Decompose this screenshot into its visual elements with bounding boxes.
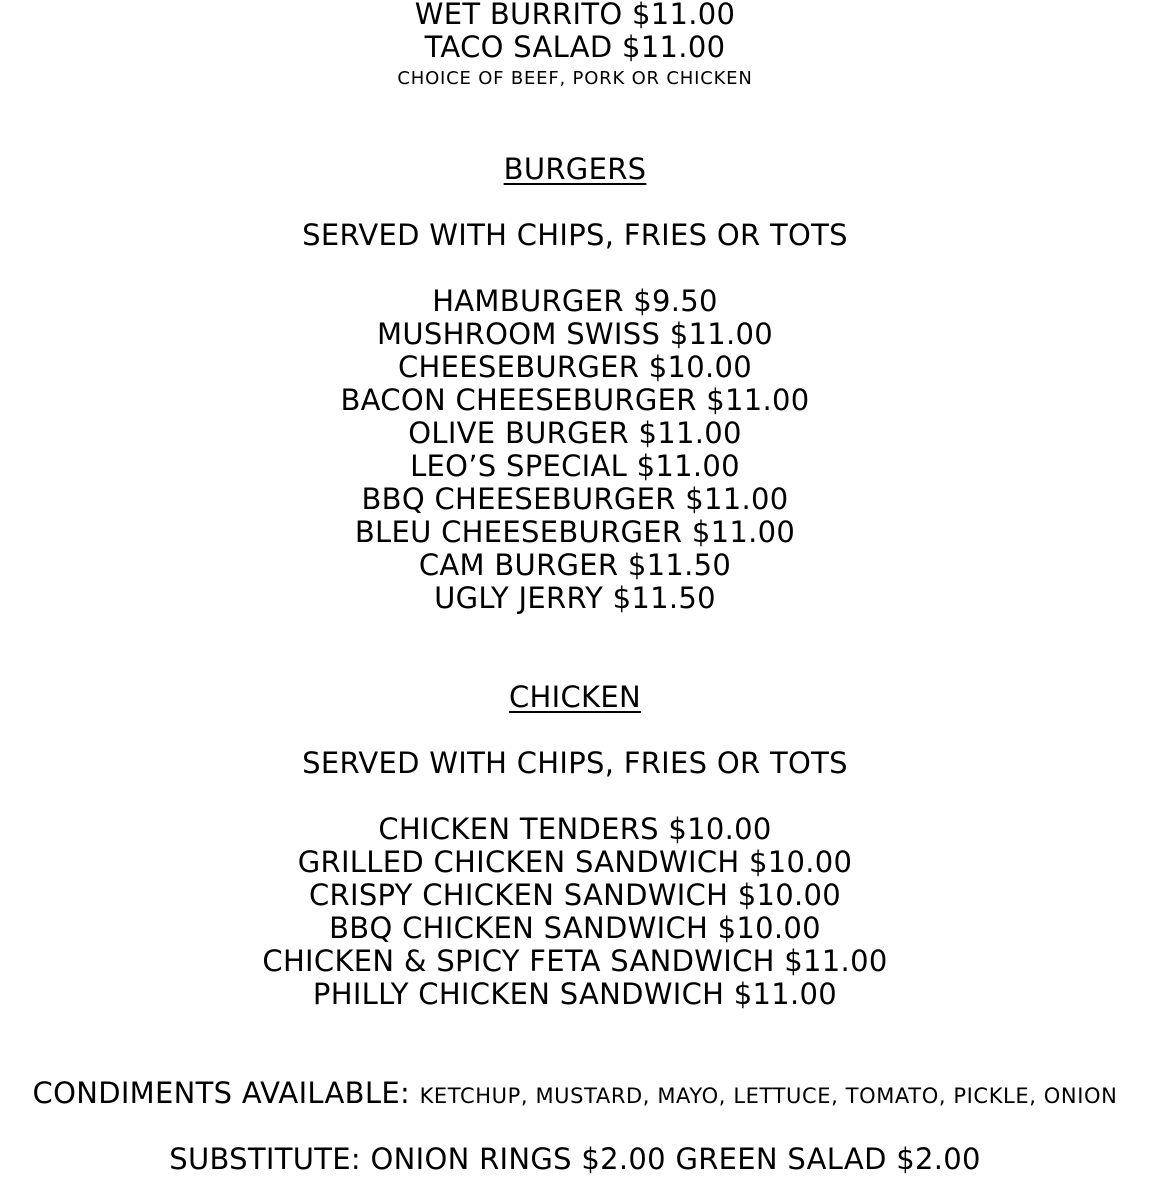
menu-item: BBQ CHEESEBURGER $11.00 — [361, 482, 789, 516]
served-with-note: SERVED WITH CHIPS, FRIES OR TOTS — [302, 218, 848, 252]
section-heading-chicken: CHICKEN — [509, 680, 641, 714]
menu-item: PHILLY CHICKEN SANDWICH $11.00 — [312, 977, 838, 1011]
menu-item: BBQ CHICKEN SANDWICH $10.00 — [329, 911, 821, 945]
condiments-list: KETCHUP, MUSTARD, MAYO, LETTUCE, TOMATO, PICKLE, ONION — [419, 1084, 1118, 1108]
substitute-line: SUBSTITUTE: ONION RINGS $2.00 GREEN SALAD $2.00 — [169, 1142, 981, 1176]
condiments-line — [0, 1077, 1150, 1110]
menu-item: CAM BURGER $11.50 — [418, 548, 732, 582]
menu-item: WET BURRITO $11.00 — [414, 0, 736, 31]
menu-item: HAMBURGER $9.50 — [432, 284, 718, 318]
burgers-section — [0, 153, 1150, 615]
menu-item: BLEU CHEESEBURGER $11.00 — [354, 515, 796, 549]
menu-item: CHEESEBURGER $10.00 — [397, 350, 753, 384]
chicken-section — [0, 681, 1150, 1011]
menu-item: MUSHROOM SWISS $11.00 — [377, 317, 773, 351]
section-heading-burgers: BURGERS — [503, 152, 647, 186]
menu-item: CHICKEN TENDERS $10.00 — [378, 812, 772, 846]
menu-item: CRISPY CHICKEN SANDWICH $10.00 — [308, 878, 842, 912]
top-section — [0, 0, 1150, 90]
menu-item: LEO’S SPECIAL $11.00 — [410, 449, 740, 483]
menu-item: OLIVE BURGER $11.00 — [408, 416, 742, 450]
condiments-label: CONDIMENTS AVAILABLE: — [32, 1076, 411, 1110]
menu-item: BACON CHEESEBURGER $11.00 — [340, 383, 810, 417]
menu-item: TACO SALAD $11.00 — [424, 30, 726, 64]
menu-item: CHICKEN & SPICY FETA SANDWICH $11.00 — [262, 944, 888, 978]
menu-item: UGLY JERRY $11.50 — [434, 581, 716, 615]
served-with-note: SERVED WITH CHIPS, FRIES OR TOTS — [302, 746, 848, 780]
choice-note: CHOICE OF BEEF, PORK OR CHICKEN — [397, 68, 753, 89]
menu-item: GRILLED CHICKEN SANDWICH $10.00 — [297, 845, 853, 879]
